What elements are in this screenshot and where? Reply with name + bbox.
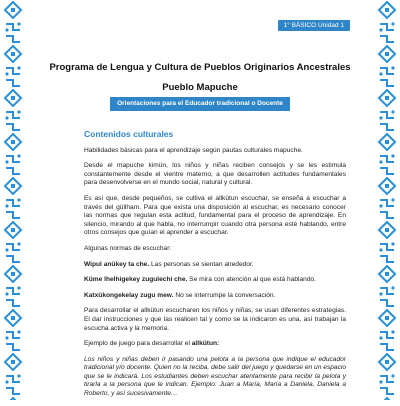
norm-item xyxy=(84,276,346,285)
grade-unit-badge: 1° BÁSICO Unidad 1 xyxy=(278,20,350,31)
norm-description: Las personas se sientan alrededor. xyxy=(149,260,254,268)
decorative-border-right xyxy=(376,0,398,400)
norm-term: Küme lhelhigekey zugulechi che. xyxy=(84,276,188,284)
main-content xyxy=(84,130,346,406)
norm-term: Katxükongekelay zugu mew. xyxy=(84,291,174,299)
norms-list xyxy=(84,261,346,301)
norm-description: Se mira con atención al que está hablando. xyxy=(187,276,317,284)
paragraph-1: Habilidades básicas para el aprendizaje según pautas culturales mapuche. xyxy=(84,146,303,154)
example-term: allkütun: xyxy=(191,340,220,348)
norm-description: No se interrumpe la conversación. xyxy=(173,291,276,299)
section-banner: Orientaciones para el Educador tradicional o Docente xyxy=(110,97,290,111)
border-pattern-right xyxy=(376,0,398,400)
example-prefix: Ejemplo de juego para desarrollar el xyxy=(84,340,192,348)
paragraph-2: Desde el mapuche kimün, los niños y niñas reciben consejos y se les estimula constantemente desde el vientre materno, a que desarrollen actitudes fundamentales para desenvolverse en el mundo social, natural y cultural. xyxy=(84,162,346,187)
norm-term: Wipul anükey ta che. xyxy=(84,260,150,268)
paragraph-5: Para desarrollar el allkütun escucharen los niños y niñas, se usan diferentes estrategias. El dar instrucciones y que las realicen tal y como se la indicaron es una, así trabajan la escucha activa y la memoria. xyxy=(84,307,346,332)
decorative-border-left xyxy=(2,0,24,400)
border-pattern-left xyxy=(2,0,24,400)
page-title: Programa de Lengua y Cultura de Pueblos Originarios Ancestrales xyxy=(49,62,351,73)
paragraph-3: Es así que, desde pequeños, se cultiva el allkütun escuchar, se enseña a escuchar a través del güllham. Para que exista una disposición al escuchar, es necesario conocer las normas que regulan esta actitud, fundamental para el proceso de aprendizaje. En silencio, mirando al que habla, no interrumpir cuando otra persona esté hablando, entre otros consejos que guían el aprender a escuchar. xyxy=(84,194,346,237)
norm-item xyxy=(84,261,346,270)
norm-item xyxy=(84,292,346,301)
paragraph-6 xyxy=(84,340,346,349)
section-heading: Contenidos culturales xyxy=(84,129,174,139)
page-subtitle: Pueblo Mapuche xyxy=(162,82,238,93)
paragraph-4: Algunas normas de escuchar: xyxy=(84,244,172,252)
paragraph-7: Los niños y niñas deben ir pasando una pelota a la persona que indique el educador tradicional y/o docente. Quien no la reciba, debe salir del juego y quedarse en un espacio que se le indicará. Los estudiantes deben escuchar atentamente para recibir la pelota y tirarla a la persona que le indican. Ejemplo: Juan a María, María a Daniela, Daniela a Roberto, y así sucesivamente… xyxy=(84,355,346,398)
